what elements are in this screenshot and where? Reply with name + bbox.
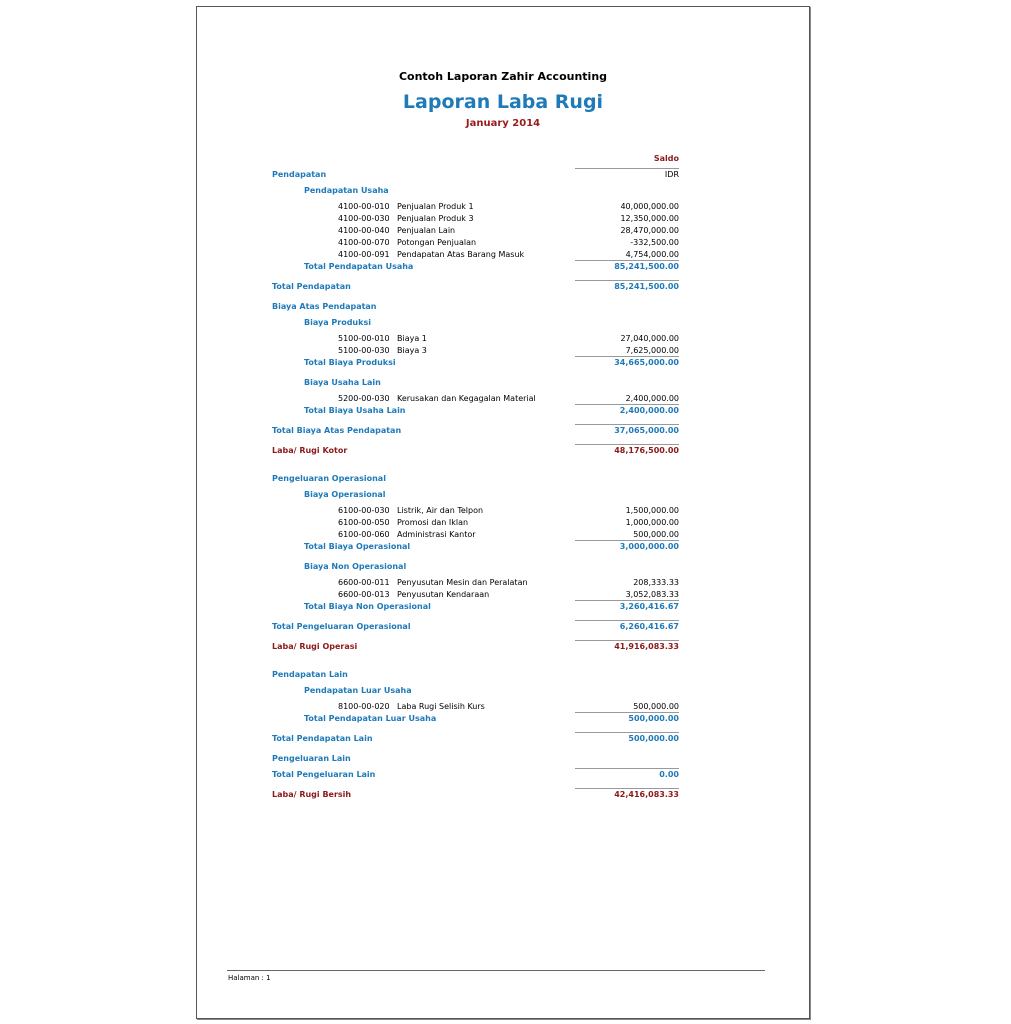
- section-pengeluaran-operasional: Pengeluaran Operasional: [272, 474, 386, 483]
- subtotal-label: Total Biaya Usaha Lain: [304, 406, 406, 415]
- account-code: 4100-00-010: [338, 202, 390, 211]
- currency-label: IDR: [664, 170, 679, 179]
- account-code: 5200-00-030: [338, 394, 390, 403]
- total-pengeluaran-operasional: [272, 621, 679, 633]
- total-biaya-atas-pendapatan: [272, 425, 679, 437]
- account-code: 8100-00-020: [338, 702, 390, 711]
- laba-rugi-kotor: [272, 445, 679, 457]
- account-code: 6100-00-060: [338, 530, 390, 539]
- account-amount: 27,040,000.00: [620, 334, 679, 343]
- report-title: Laporan Laba Rugi: [402, 91, 604, 113]
- subtotal-pendapatan-luar-usaha: [272, 713, 679, 725]
- column-header-saldo: Saldo: [653, 154, 679, 163]
- subtotal-pendapatan-usaha: [272, 261, 679, 273]
- section-pendapatan: Pendapatan: [272, 170, 327, 179]
- profit-label: Laba/ Rugi Operasi: [272, 642, 358, 651]
- account-row: [272, 201, 679, 213]
- subtotal-amount: 500,000.00: [628, 714, 679, 723]
- subtotal-amount: 85,241,500.00: [614, 262, 679, 271]
- total-pendapatan-lain: [272, 733, 679, 745]
- group-biaya-usaha-lain: Biaya Usaha Lain: [304, 378, 381, 387]
- section-pengeluaran-lain: Pengeluaran Lain: [272, 754, 351, 763]
- account-row: [272, 577, 679, 589]
- group-biaya-non-operasional: Biaya Non Operasional: [304, 562, 407, 571]
- group-pendapatan-usaha: Pendapatan Usaha: [304, 186, 389, 195]
- subtotal-label: Total Pendapatan Luar Usaha: [304, 714, 437, 723]
- account-code: 4100-00-040: [338, 226, 390, 235]
- profit-amount: 42,416,083.33: [614, 790, 679, 799]
- total-amount: 37,065,000.00: [614, 426, 679, 435]
- account-name: Biaya 3: [397, 346, 427, 355]
- account-amount: 7,625,000.00: [625, 346, 679, 355]
- report-body: [272, 169, 679, 801]
- company-name: Contoh Laporan Zahir Accounting: [398, 70, 608, 83]
- account-name: Administrasi Kantor: [397, 530, 476, 539]
- group-pendapatan-luar-usaha: Pendapatan Luar Usaha: [304, 686, 412, 695]
- profit-label: Laba/ Rugi Bersih: [272, 790, 352, 799]
- subtotal-biaya-usaha-lain: [272, 405, 679, 417]
- total-label: Total Pengeluaran Lain: [272, 770, 376, 779]
- subtotal-amount: 3,000,000.00: [619, 542, 679, 551]
- account-amount: 4,754,000.00: [625, 250, 679, 259]
- account-name: Biaya 1: [397, 334, 427, 343]
- subtotal-biaya-non-operasional: [272, 601, 679, 613]
- section-biaya-atas-pendapatan: Biaya Atas Pendapatan: [272, 302, 377, 311]
- subtotal-label: Total Biaya Non Operasional: [304, 602, 431, 611]
- subtotal-biaya-produksi: [272, 357, 679, 369]
- account-row: [272, 213, 679, 225]
- subtotal-label: Total Biaya Operasional: [304, 542, 411, 551]
- account-code: 6600-00-013: [338, 590, 390, 599]
- total-pendapatan: [272, 281, 679, 293]
- account-code: 6600-00-011: [338, 578, 390, 587]
- total-amount: 0.00: [659, 770, 679, 779]
- account-code: 4100-00-091: [338, 250, 390, 259]
- account-amount: 3,052,083.33: [625, 590, 679, 599]
- profit-label: Laba/ Rugi Kotor: [272, 446, 348, 455]
- subtotal-amount: 3,260,416.67: [619, 602, 679, 611]
- account-row: [272, 333, 679, 345]
- account-name: Penyusutan Mesin dan Peralatan: [397, 578, 528, 587]
- account-code: 6100-00-030: [338, 506, 390, 515]
- account-amount: 12,350,000.00: [620, 214, 679, 223]
- group-biaya-operasional: Biaya Operasional: [304, 490, 386, 499]
- laba-rugi-operasi: [272, 641, 679, 653]
- subtotal-amount: 2,400,000.00: [619, 406, 679, 415]
- account-name: Listrik, Air dan Telpon: [397, 506, 484, 515]
- footer-divider: [227, 970, 765, 971]
- account-name: Penjualan Produk 1: [397, 202, 474, 211]
- account-name: Laba Rugi Selisih Kurs: [397, 702, 485, 711]
- profit-amount: 48,176,500.00: [614, 446, 679, 455]
- total-label: Total Pendapatan: [272, 282, 351, 291]
- account-name: Promosi dan Iklan: [397, 518, 469, 527]
- account-code: 4100-00-070: [338, 238, 390, 247]
- account-amount: 1,000,000.00: [625, 518, 679, 527]
- report-page: [196, 6, 810, 1019]
- account-amount: 1,500,000.00: [625, 506, 679, 515]
- account-name: Potongan Penjualan: [397, 238, 477, 247]
- account-name: Penyusutan Kendaraan: [397, 590, 490, 599]
- account-name: Penjualan Lain: [397, 226, 456, 235]
- section-pendapatan-lain: Pendapatan Lain: [272, 670, 348, 679]
- account-amount: 500,000.00: [633, 702, 679, 711]
- subtotal-label: Total Biaya Produksi: [304, 358, 396, 367]
- report-period: January 2014: [465, 118, 541, 129]
- total-pengeluaran-lain: [272, 769, 679, 781]
- account-code: 5100-00-030: [338, 346, 390, 355]
- account-code: 5100-00-010: [338, 334, 390, 343]
- account-name: Kerusakan dan Kegagalan Material: [397, 394, 536, 403]
- account-row: [272, 225, 679, 237]
- account-name: Pendapatan Atas Barang Masuk: [397, 250, 525, 259]
- total-amount: 6,260,416.67: [619, 622, 679, 631]
- account-amount: -332,500.00: [630, 238, 679, 247]
- laba-rugi-bersih: [272, 789, 679, 801]
- total-amount: 500,000.00: [628, 734, 679, 743]
- account-amount: 500,000.00: [633, 530, 679, 539]
- total-amount: 85,241,500.00: [614, 282, 679, 291]
- account-row: [272, 517, 679, 529]
- subtotal-label: Total Pendapatan Usaha: [304, 262, 414, 271]
- account-amount: 2,400,000.00: [625, 394, 679, 403]
- subtotal-biaya-operasional: [272, 541, 679, 553]
- account-name: Penjualan Produk 3: [397, 214, 474, 223]
- account-amount: 28,470,000.00: [620, 226, 679, 235]
- account-code: 6100-00-050: [338, 518, 390, 527]
- subtotal-amount: 34,665,000.00: [614, 358, 679, 367]
- account-amount: 40,000,000.00: [620, 202, 679, 211]
- group-biaya-produksi: Biaya Produksi: [304, 318, 371, 327]
- account-row: [272, 505, 679, 517]
- total-label: Total Pendapatan Lain: [272, 734, 373, 743]
- page-number: Halaman : 1: [228, 974, 271, 982]
- account-row: [272, 237, 679, 249]
- profit-amount: 41,916,083.33: [614, 642, 679, 651]
- account-code: 4100-00-030: [338, 214, 390, 223]
- total-label: Total Biaya Atas Pendapatan: [272, 426, 402, 435]
- total-label: Total Pengeluaran Operasional: [272, 622, 411, 631]
- account-amount: 208,333.33: [633, 578, 679, 587]
